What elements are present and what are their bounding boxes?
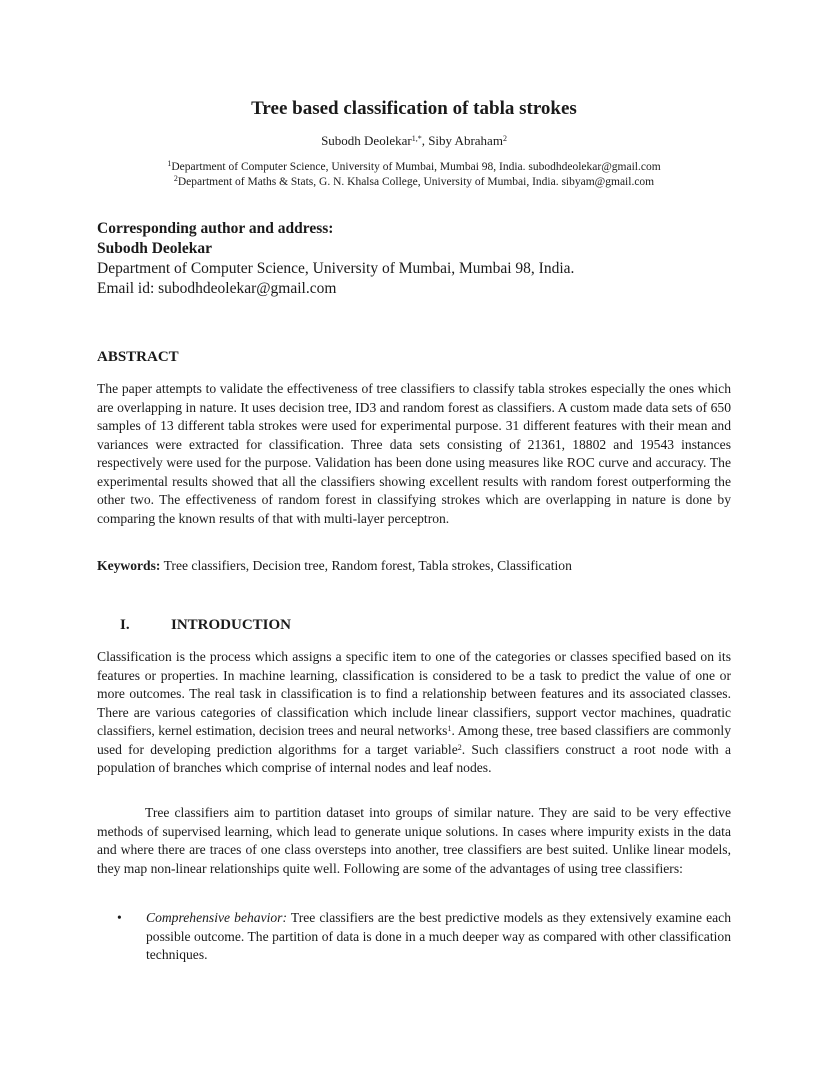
citation-1: 1	[447, 724, 452, 733]
corresponding-email: Email id: subodhdeolekar@gmail.com	[97, 280, 337, 297]
affiliation-2-mark: 2	[173, 174, 178, 183]
author-separator: ,	[421, 133, 429, 148]
intro-p1-part-b: . Among these, tree based classifiers are commonly used for developing prediction algorithms for a target variable	[97, 723, 731, 757]
author-1-name: Subodh Deolekar	[321, 133, 412, 148]
author-1-affiliation-mark: 1,*	[411, 134, 422, 143]
affiliation-2	[0, 176, 828, 188]
author-line	[0, 133, 828, 149]
section-title: INTRODUCTION	[171, 617, 292, 633]
corresponding-name: Subodh Deolekar	[97, 240, 212, 257]
affiliation-1-mark: 1	[167, 159, 172, 168]
introduction-paragraph-1	[97, 648, 731, 778]
abstract-text: The paper attempts to validate the effectiveness of tree classifiers to classify tabla strokes especially the ones which are overlapping in nature. It uses decision tree, ID3 and random forest as classifiers. A custom made data sets of 650 samples of 13 different tabla strokes were used for experimental purpose. 31 different features with their mean and variances were extracted for classification. Three data sets consisting of 21361, 18802 and 19543 instances respectively were used for the purpose. Validation has been done using measures like ROC curve and accuracy. The experimental results showed that all the classifiers showing excellent results with random forest outperforming the other two. The effectiveness of random forest in classifying strokes which are overlapping in nature is done by comparing the known results of that with multi-layer perceptron.	[97, 381, 731, 526]
section-number: I.	[120, 617, 130, 633]
bullet-text: Tree classifiers are the best predictive models as they extensively examine each possible outcome. The partition of data is done in a much deeper way as compared with other classification techniques.	[146, 910, 731, 962]
bullet-item-comprehensive-behavior	[146, 909, 731, 965]
introduction-paragraph-2: Tree classifiers aim to partition dataset into groups of similar nature. They are said to be very effective methods of supervised learning, which lead to generate unique solutions. In cases where impurity exists in the data and where there are traces of one class oversteps into another, tree classifiers are best suited. Unlike linear models, they map non-linear relationships quite well. Following are some of the advantages of using tree classifiers:	[97, 805, 731, 876]
bullet-mark: •	[117, 910, 122, 925]
paper-title: Tree based classification of tabla strokes	[251, 98, 577, 119]
keywords-label: Keywords:	[97, 558, 161, 573]
citation-2: 2	[457, 742, 462, 752]
author-2-affiliation-mark: 2	[502, 134, 507, 143]
abstract-heading: ABSTRACT	[97, 349, 179, 365]
corresponding-heading: Corresponding author and address:	[97, 220, 334, 237]
intro-p1-part-c: . Such classifiers construct a root node with a population of branches which comprise of internal nodes and leaf nodes.	[97, 741, 731, 775]
author-2-name: Siby Abraham	[428, 133, 503, 148]
affiliation-2-text: Department of Maths & Stats, G. N. Khalsa College, University of Mumbai, India. sibyam@gmail.com	[177, 176, 655, 188]
affiliation-1-text: Department of Computer Science, University of Mumbai, Mumbai 98, India. subodhdeolekar@gmail.com	[171, 161, 661, 173]
affiliation-1	[0, 161, 828, 173]
keywords-line	[97, 557, 731, 576]
intro-p1-part-a: Classification is the process which assigns a specific item to one of the categories or classes specified based on its features or properties. In machine learning, classification is considered to be a task to predict the value of one or more outcomes. The real task in classification is to find a relationship between features and its associated classes. There are various categories of classification which include linear classifiers, support vector machines, quadratic classifiers, kernel estimation, decision trees and neural networks	[97, 649, 731, 738]
keywords-text: Tree classifiers, Decision tree, Random forest, Tabla strokes, Classification	[160, 558, 572, 573]
bullet-term: Comprehensive behavior:	[146, 910, 288, 925]
introduction-heading	[120, 617, 291, 634]
corresponding-address: Department of Computer Science, University of Mumbai, Mumbai 98, India.	[97, 260, 575, 277]
